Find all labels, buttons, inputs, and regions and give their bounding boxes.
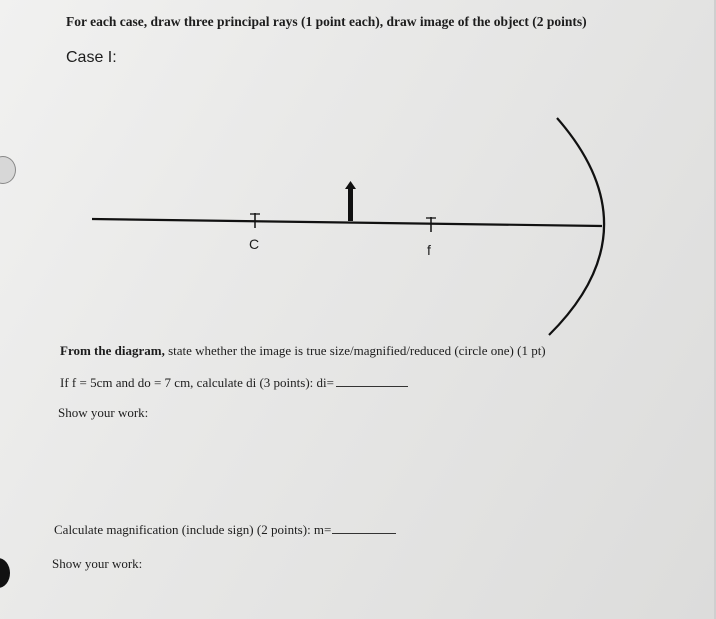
- instructions-heading: For each case, draw three principal rays (1 point each), draw image of the object (2 points): [66, 14, 587, 29]
- object-arrow-shaft: [348, 188, 353, 221]
- question-image-size-lead: From the diagram,: [60, 343, 165, 358]
- show-work-label-2: Show your work:: [52, 556, 143, 571]
- question-image-size: [60, 343, 546, 359]
- question-magnification-text: Calculate magnification (include sign) (2 points): m=: [54, 522, 332, 537]
- di-answer-blank[interactable]: [336, 386, 408, 387]
- question-image-size-rest: state whether the image is true size/magnified/reduced (circle one) (1 pt): [164, 343, 546, 358]
- object-arrow-head: [345, 181, 356, 189]
- center-label: C: [249, 236, 260, 252]
- question-magnification: [54, 522, 396, 538]
- show-work-label-1: Show your work:: [58, 405, 149, 420]
- principal-axis: [92, 219, 602, 226]
- focal-label: f: [427, 242, 431, 258]
- question-image-distance: [60, 375, 408, 391]
- question-image-distance-text: If f = 5cm and do = 7 cm, calculate di (3 points): di=: [60, 375, 334, 390]
- case-label: Case I:: [66, 49, 117, 66]
- m-answer-blank[interactable]: [332, 533, 396, 534]
